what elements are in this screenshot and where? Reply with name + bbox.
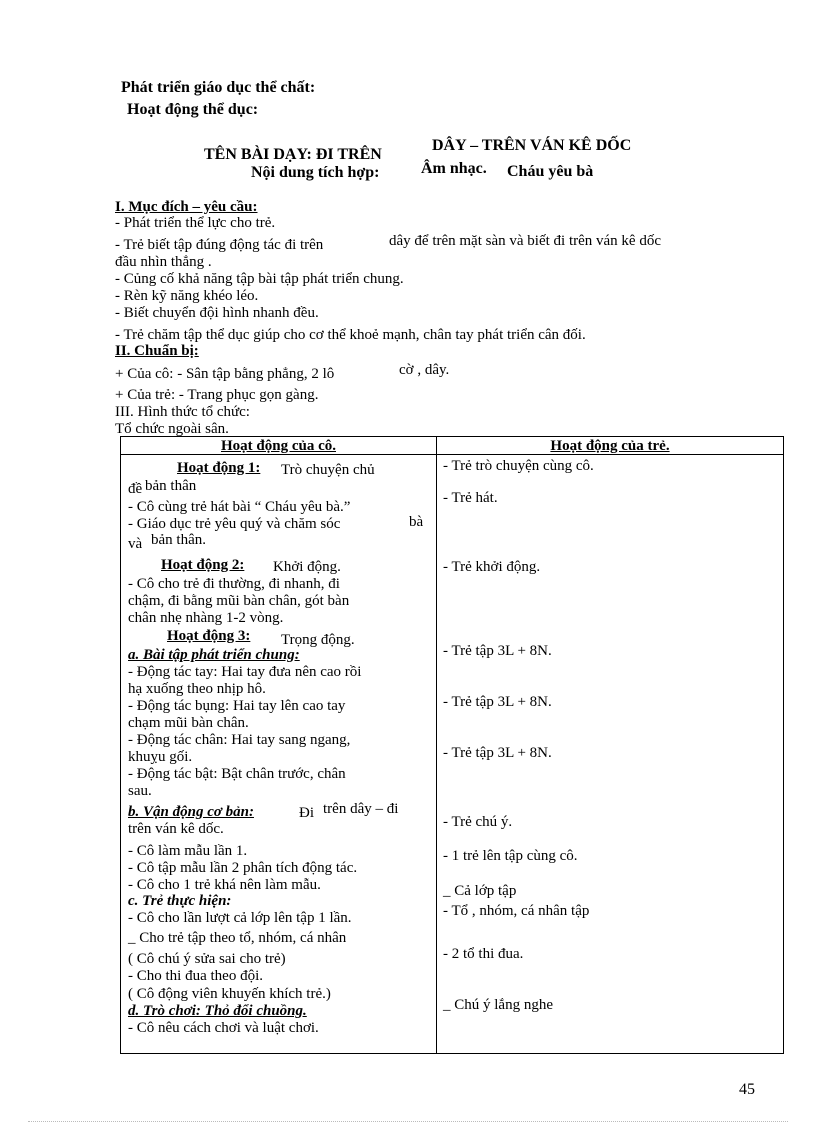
teacher-step: - Cô cùng trẻ hát bài “ Cháu yêu bà.” <box>128 499 351 515</box>
child-response: - Trẻ chú ý. <box>443 814 513 830</box>
teacher-step: bà <box>409 514 424 530</box>
teacher-step: chậm, đi bằng mũi bàn chân, gót bàn <box>128 593 350 609</box>
teacher-step: chân nhẹ nhàng 1-2 vòng. <box>128 610 284 626</box>
basic-movement-heading: b. Vận động cơ bản: <box>128 804 254 820</box>
integration-label: Nội dung tích hợp: <box>251 164 380 181</box>
basic-movement-text: Đi <box>299 805 314 821</box>
activity-1-label: Hoạt động 1: <box>177 460 261 476</box>
integration-song: Cháu yêu bà <box>507 163 594 180</box>
activity-1-text: đề <box>128 481 143 497</box>
page-footer-divider <box>28 1121 788 1122</box>
activity-3-text: Trọng động. <box>281 632 355 648</box>
purpose-line: đầu nhìn thẳng . <box>115 254 212 270</box>
child-response: - Trẻ hát. <box>443 490 498 506</box>
purpose-line: - Biết chuyển đội hình nhanh đều. <box>115 305 319 321</box>
child-response: - Trẻ tập 3L + 8N. <box>443 694 552 710</box>
column-header-teacher: Hoạt động của cô. <box>121 437 437 455</box>
activity-table <box>120 436 784 1054</box>
section-purpose-heading: I. Mục đích – yêu cầu: <box>115 199 258 215</box>
teacher-step: bản thân. <box>151 532 206 548</box>
purpose-line: - Trẻ biết tập đúng động tác đi trên <box>115 237 324 253</box>
child-response: - 1 trẻ lên tập cùng cô. <box>443 848 578 864</box>
teacher-activities-cell <box>121 455 437 1054</box>
teacher-step: hạ xuống theo nhịp hô. <box>128 681 266 697</box>
preparation-child: + Của trẻ: - Trang phục gọn gàng. <box>115 387 319 403</box>
activity-2-label: Hoạt động 2: <box>161 557 245 573</box>
preparation-teacher: + Của cô: - Sân tập bằng phẳng, 2 lô <box>115 366 335 382</box>
general-exercise-heading: a. Bài tập phát triển chung: <box>128 647 300 663</box>
teacher-step: chạm mũi bàn chân. <box>128 715 249 731</box>
teacher-step: ( Cô động viên khuyến khích trẻ.) <box>128 986 331 1002</box>
teacher-step: - Cô làm mẫu lần 1. <box>128 843 248 859</box>
page-number: 45 <box>739 1081 755 1098</box>
child-response: _ Chú ý lắng nghe <box>443 997 553 1013</box>
child-practice-heading: c. Trẻ thực hiện: <box>128 893 232 909</box>
child-response: _ Cả lớp tập <box>443 883 517 899</box>
child-response: - Trẻ trò chuyện cùng cô. <box>443 458 594 474</box>
section-preparation-heading: II. Chuẩn bị: <box>115 343 199 359</box>
lesson-title-suffix: DÂY – TRÊN VÁN KÊ DỐC <box>432 137 632 154</box>
purpose-line: - Trẻ chăm tập thể dục giúp cho cơ thể khoẻ mạnh, chân tay phát triển cân đối. <box>115 327 586 343</box>
preparation-teacher-items: cờ , dây. <box>399 362 450 378</box>
teacher-step: - Động tác chân: Hai tay sang ngang, <box>128 732 351 748</box>
column-header-child: Hoạt động của trẻ. <box>437 437 784 455</box>
teacher-step: - Cô tập mẫu lần 2 phân tích động tác. <box>128 860 358 876</box>
purpose-line: dây để trên mặt sàn và biết đi trên ván kê dốc <box>389 233 661 249</box>
child-response: - Tổ , nhóm, cá nhân tập <box>443 903 590 919</box>
purpose-line: - Rèn kỹ năng khéo léo. <box>115 288 259 304</box>
teacher-step: - Cô cho 1 trẻ khá nên làm mẫu. <box>128 877 321 893</box>
teacher-step: - Cho thi đua theo đội. <box>128 968 263 984</box>
teacher-step: khuỵu gối. <box>128 749 193 765</box>
game-heading: d. Trò chơi: Thỏ đổi chuồng. <box>128 1003 307 1019</box>
activity-1-text: Trò chuyện chủ <box>281 462 375 478</box>
basic-movement-text: trên dây – đi <box>323 801 399 817</box>
section-organization-heading: III. Hình thức tổ chức: <box>115 404 250 420</box>
teacher-step: - Cô cho trẻ đi thường, đi nhanh, đi <box>128 576 340 592</box>
activity-2-text: Khởi động. <box>273 559 341 575</box>
child-response: - Trẻ tập 3L + 8N. <box>443 643 552 659</box>
teacher-step: - Động tác bật: Bật chân trước, chân <box>128 766 346 782</box>
child-response: - Trẻ khởi động. <box>443 559 541 575</box>
activity-3-label: Hoạt động 3: <box>167 628 251 644</box>
teacher-step: - Cô cho lần lượt cả lớp lên tập 1 lần. <box>128 910 352 926</box>
activity-type-heading: Hoạt động thể dục: <box>127 101 259 118</box>
teacher-step: và <box>128 536 143 552</box>
child-response: - Trẻ tập 3L + 8N. <box>443 745 552 761</box>
teacher-step: - Động tác bụng: Hai tay lên cao tay <box>128 698 346 714</box>
purpose-line: - Phát triển thể lực cho trẻ. <box>115 215 276 231</box>
activity-1-text: bản thân <box>145 478 197 494</box>
teacher-step: ( Cô chú ý sửa sai cho trẻ) <box>128 951 286 967</box>
teacher-step: - Động tác tay: Hai tay đưa nên cao rồi <box>128 664 362 680</box>
organization-line: Tổ chức ngoài sân. <box>115 421 229 437</box>
teacher-step: _ Cho trẻ tập theo tổ, nhóm, cá nhân <box>128 930 347 946</box>
child-response: - 2 tổ thi đua. <box>443 946 524 962</box>
teacher-step: sau. <box>128 783 152 799</box>
subject-heading: Phát triển giáo dục thể chất: <box>121 79 316 96</box>
teacher-step: - Giáo dục trẻ yêu quý và chăm sóc <box>128 516 341 532</box>
child-activities-cell <box>437 455 784 1054</box>
purpose-line: - Củng cố khả năng tập bài tập phát triển chung. <box>115 271 404 287</box>
lesson-title-prefix: TÊN BÀI DẠY: ĐI TRÊN <box>204 146 382 163</box>
teacher-step: - Cô nêu cách chơi và luật chơi. <box>128 1020 319 1036</box>
teacher-step: trên ván kê dốc. <box>128 821 224 837</box>
integration-subject: Âm nhạc. <box>421 160 487 177</box>
